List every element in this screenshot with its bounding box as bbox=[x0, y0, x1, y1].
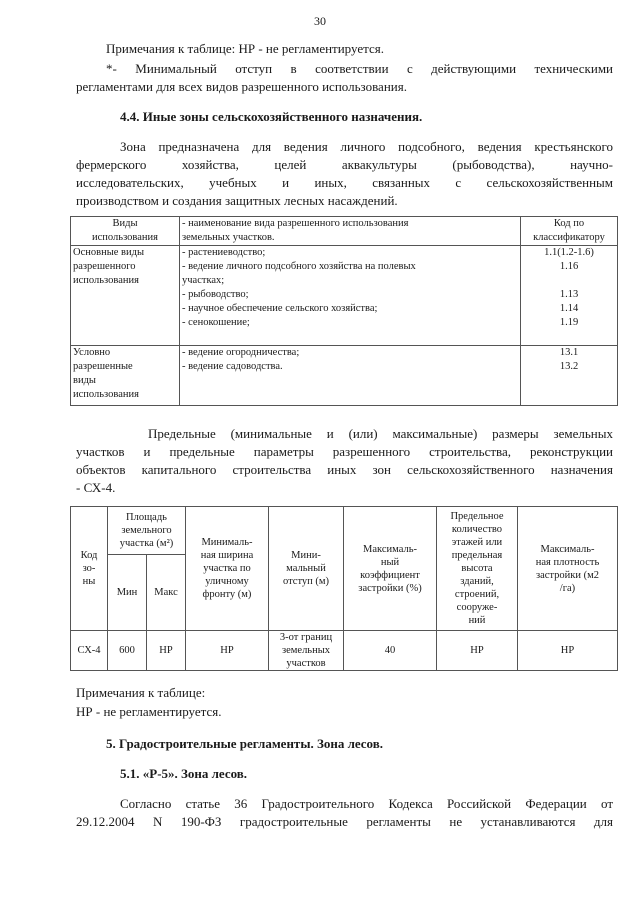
header-line: предельная bbox=[451, 550, 503, 561]
section-4-4-para-line1: Зона предназначена для ведения личного подсобного, ведения крестьянского bbox=[120, 139, 613, 154]
header-line: ны bbox=[82, 576, 96, 587]
limits-para-line1: Предельные (минимальные и (или) максимальные) размеры земельных bbox=[148, 426, 613, 441]
conditional-uses-label-line: Условно bbox=[73, 347, 111, 358]
header-line: зданий, bbox=[460, 576, 494, 587]
header-types-line1: Виды bbox=[112, 218, 138, 229]
header-line: высота bbox=[461, 563, 493, 574]
header-line: фронту (м) bbox=[202, 589, 252, 600]
use-item: - ведение садоводства. bbox=[182, 361, 283, 372]
setback-line: 3-от границ bbox=[279, 632, 333, 643]
header-line: застройки (%) bbox=[358, 582, 422, 594]
conditional-uses-items-cell bbox=[180, 346, 521, 406]
header-line: мальный bbox=[286, 563, 326, 574]
use-code: 1.14 bbox=[559, 303, 579, 314]
notes-top-line1: Примечания к таблице: НР - не регламентируется. bbox=[106, 41, 384, 56]
header-line: Максималь- bbox=[540, 543, 595, 555]
limits-para-line2: участков и предельные параметры разрешенного строительства, реконструкции bbox=[76, 444, 613, 459]
header-zone-code bbox=[71, 507, 108, 631]
header-code-line2: классификатору bbox=[533, 232, 605, 243]
use-item: - сенокошение; bbox=[182, 317, 250, 328]
conditional-uses-label-line: разрешенные bbox=[73, 361, 133, 372]
limits-para-line4: - СХ-4. bbox=[76, 480, 116, 495]
header-line: Площадь bbox=[126, 512, 167, 523]
section-5-1-heading: 5.1. «Р-5». Зона лесов. bbox=[120, 766, 248, 781]
header-line: ная плотность bbox=[535, 556, 600, 568]
setback-line: участков bbox=[286, 658, 326, 669]
header-line: Предельное bbox=[450, 511, 504, 522]
main-uses-label-line: Основные виды bbox=[73, 247, 145, 258]
header-line: уличному bbox=[205, 576, 249, 587]
use-item: - рыбоводство; bbox=[182, 289, 249, 300]
cell-area-min: 600 bbox=[108, 631, 147, 671]
header-line: /га) bbox=[559, 582, 576, 594]
use-item: - ведение личного подсобного хозяйства на полевых bbox=[182, 261, 416, 272]
use-code: 1.1(1.2-1.6) bbox=[544, 247, 594, 258]
table-header-row bbox=[71, 507, 618, 555]
notes-top-line2a: *- Минимальный отступ в соответствии с действующими техническими bbox=[106, 61, 613, 76]
use-code: 1.13 bbox=[559, 289, 579, 300]
header-line: зо- bbox=[82, 563, 96, 574]
table-row bbox=[71, 246, 618, 346]
use-code: 1.19 bbox=[559, 317, 579, 328]
conditional-uses-label-line: виды bbox=[73, 375, 96, 386]
cell-zone-code: СХ-4 bbox=[71, 631, 108, 671]
table-row bbox=[71, 346, 618, 406]
header-floors-height bbox=[437, 507, 518, 631]
header-line: Минималь- bbox=[201, 537, 253, 548]
use-code: 13.1 bbox=[559, 347, 579, 358]
conditional-uses-codes-cell bbox=[521, 346, 618, 406]
cell-min-setback bbox=[269, 631, 344, 671]
conditional-uses-label-line: использования bbox=[73, 389, 139, 400]
header-area-min: Мин bbox=[108, 555, 147, 631]
section-5-para-line1: Согласно статье 36 Градостроительного Кодекса Российской Федерации от bbox=[120, 796, 613, 811]
header-line: Код bbox=[80, 550, 98, 561]
section-4-4-para-line3: исследовательских, учебных и иных, связанных с сельскохозяйственным bbox=[76, 175, 613, 190]
header-line: сооруже- bbox=[456, 602, 498, 613]
header-line: этажей или bbox=[451, 537, 503, 548]
header-line: земельного bbox=[121, 525, 172, 536]
setback-line: земельных bbox=[281, 645, 331, 656]
header-line: коэффициент bbox=[360, 569, 420, 581]
notes-bottom-line2: НР - не регламентируется. bbox=[76, 704, 222, 719]
cell-max-coefficient: 40 bbox=[344, 631, 437, 671]
cell-min-width: НР bbox=[186, 631, 269, 671]
cell-floors-height: НР bbox=[437, 631, 518, 671]
notes-top-line2b: регламентами для всех видов разрешенного использования. bbox=[76, 79, 407, 94]
cell-max-density: НР bbox=[518, 631, 618, 671]
header-line: участка по bbox=[203, 563, 251, 574]
use-types-table bbox=[70, 216, 618, 406]
header-line: строений, bbox=[454, 589, 500, 600]
main-uses-label-line: использования bbox=[73, 275, 139, 286]
header-line: участка (м²) bbox=[119, 538, 174, 549]
header-plot-area bbox=[108, 507, 186, 555]
main-uses-codes-cell bbox=[521, 246, 618, 346]
section-5-para-line2: 29.12.2004 N 190-ФЗ градостроительные регламенты не устанавливаются для bbox=[76, 814, 613, 829]
header-line: Максималь- bbox=[363, 543, 417, 555]
parameters-table bbox=[70, 506, 618, 671]
header-min-width bbox=[186, 507, 269, 631]
header-line: ний bbox=[468, 615, 486, 626]
use-item: - научное обеспечение сельского хозяйства; bbox=[182, 303, 378, 314]
use-item: - растениеводство; bbox=[182, 247, 266, 258]
use-item: участках; bbox=[182, 275, 225, 286]
header-code-line1: Код по bbox=[553, 218, 585, 229]
header-types-line2: использования bbox=[92, 232, 158, 243]
use-item: - ведение огородничества; bbox=[182, 347, 300, 358]
header-cell-types bbox=[71, 217, 180, 246]
header-names-line1: - наименование вида разрешенного использования bbox=[182, 218, 409, 229]
header-line: количество bbox=[451, 524, 503, 535]
header-line: застройки (м2 bbox=[535, 569, 600, 581]
table-row bbox=[71, 631, 618, 671]
use-code-spacer bbox=[523, 274, 615, 288]
main-uses-items-cell bbox=[180, 246, 521, 346]
page-number: 30 bbox=[314, 14, 326, 28]
conditional-uses-label-cell bbox=[71, 346, 180, 406]
header-line: отступ (м) bbox=[282, 576, 330, 587]
header-line: ный bbox=[380, 556, 400, 568]
use-code: 1.16 bbox=[559, 261, 579, 272]
header-max-coefficient bbox=[344, 507, 437, 631]
section-4-4-para-line2: фермерского хозяйства, целей аквакультуры (рыбоводства), научно- bbox=[76, 157, 613, 172]
main-uses-label-line: разрешенного bbox=[73, 261, 136, 272]
header-cell-names bbox=[180, 217, 521, 246]
header-max-density bbox=[518, 507, 618, 631]
use-code: 13.2 bbox=[559, 361, 579, 372]
header-cell-code bbox=[521, 217, 618, 246]
header-area-max: Макс bbox=[147, 555, 186, 631]
main-uses-label-cell bbox=[71, 246, 180, 346]
section-4-4-para-line4: производством и создания защитных лесных насаждений. bbox=[76, 193, 398, 208]
header-names-line2: земельных участков. bbox=[182, 232, 275, 243]
header-min-setback bbox=[269, 507, 344, 631]
section-5-heading: 5. Градостроительные регламенты. Зона лесов. bbox=[106, 736, 384, 751]
cell-area-max: НР bbox=[147, 631, 186, 671]
header-line: ная ширина bbox=[200, 550, 254, 561]
table-header-row bbox=[71, 217, 618, 246]
notes-bottom-line1: Примечания к таблице: bbox=[76, 685, 206, 700]
header-line: Мини- bbox=[291, 550, 321, 561]
section-4-4-heading: 4.4. Иные зоны сельскохозяйственного назначения. bbox=[120, 109, 423, 124]
limits-para-line3: объектов капитального строительства иных зон сельскохозяйственного назначения bbox=[76, 462, 613, 477]
